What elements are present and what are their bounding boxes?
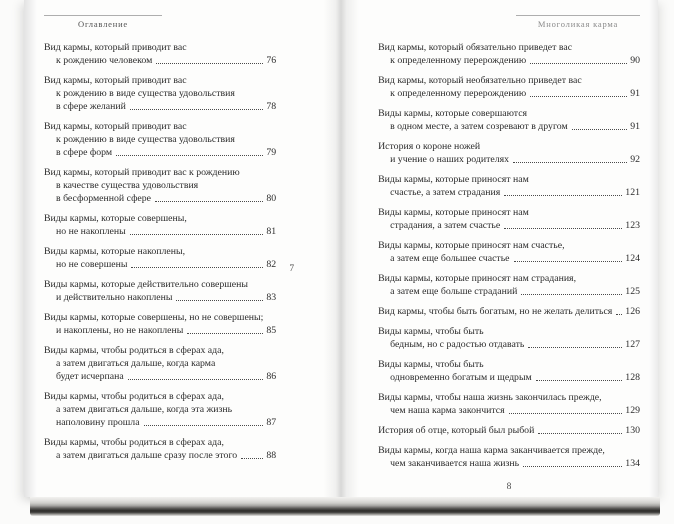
dot-leader (131, 267, 263, 268)
toc-page-ref: 81 (266, 226, 277, 237)
toc-entry-text: к рождению человеком (56, 55, 153, 66)
toc-entry-text: Виды кармы, чтобы быть (378, 359, 484, 370)
toc-entry-line (44, 311, 276, 324)
toc-entry-line (44, 245, 276, 258)
toc-entry-text: Виды кармы, чтобы наша жизнь закончилась прежде, (378, 392, 602, 403)
toc-entry (44, 390, 276, 429)
toc-entry-text: Виды кармы, чтобы быть (378, 326, 484, 337)
dot-leader (116, 155, 263, 156)
toc-entry-line (44, 146, 276, 159)
toc-page-ref: 76 (266, 55, 277, 66)
toc-entry-text: к рождению в виде существа удовольствия (56, 88, 235, 99)
toc-page-ref: 128 (625, 372, 640, 383)
dot-leader (523, 466, 622, 467)
toc-entry-line (378, 305, 640, 318)
toc-entry-line (378, 252, 640, 265)
toc-entry-line (44, 225, 276, 238)
toc-entry (378, 74, 640, 100)
toc-entry-line (44, 120, 276, 133)
toc-entry (44, 311, 276, 337)
toc-page-ref: 121 (625, 187, 640, 198)
toc-entry (44, 436, 276, 462)
toc-entry (378, 391, 640, 417)
toc-entry-line (44, 87, 276, 100)
toc-entry-line (378, 325, 640, 338)
toc-entry-line (44, 258, 276, 271)
toc-entry-text: а затем двигаться дальше, когда эта жизнь (56, 404, 233, 415)
toc-entry-text: но не накоплены (56, 226, 126, 237)
toc-entry-text: Вид кармы, который приводит вас (44, 121, 187, 132)
toc-entry-text: Виды кармы, чтобы родиться в сферах ада, (44, 391, 224, 402)
toc-entry-text: Вид кармы, который приводит вас (44, 42, 187, 53)
toc-entry (44, 41, 276, 67)
toc-entry-line (378, 457, 640, 470)
toc-entry-text: а затем еще больше страданий (390, 286, 518, 297)
dot-leader (144, 425, 264, 426)
toc-entry-line (378, 87, 640, 100)
toc-page-ref: 126 (625, 306, 640, 317)
dot-leader (128, 379, 264, 380)
toc-entry (44, 74, 276, 113)
toc-entry-text: чем заканчивается наша жизнь (390, 458, 520, 469)
toc-entry (44, 245, 276, 271)
dot-leader (521, 294, 622, 295)
dot-leader (538, 433, 622, 434)
toc-entry (378, 41, 640, 67)
toc-entry-text: а затем двигаться дальше, когда карма (56, 358, 216, 369)
toc-page-ref: 88 (266, 450, 277, 461)
toc-entry (44, 278, 276, 304)
toc-entry (378, 358, 640, 384)
toc-entry (44, 120, 276, 159)
toc-entry-line (378, 173, 640, 186)
toc-entry (378, 140, 640, 166)
toc-page-ref: 86 (266, 371, 277, 382)
toc-entry-text: История о короне ножей (378, 141, 481, 152)
dot-leader (616, 314, 622, 315)
toc-page-ref: 91 (630, 88, 640, 99)
toc-entry-text: Вид кармы, который приводит вас (44, 75, 187, 86)
dot-leader (130, 234, 264, 235)
toc-entry (378, 239, 640, 265)
left-page (24, 0, 322, 497)
toc-entry-text: счастье, а затем страдания (390, 187, 501, 198)
toc-entry-line (378, 371, 640, 384)
running-head-left (44, 15, 162, 29)
dot-leader (187, 333, 263, 334)
toc-list-left (44, 41, 276, 462)
toc-entry-line (44, 192, 276, 205)
toc-page-ref: 125 (625, 286, 640, 297)
toc-entry (378, 305, 640, 318)
toc-entry-line (44, 324, 276, 337)
toc-entry-text: в сфере желаний (56, 101, 126, 112)
toc-entry-line (44, 166, 276, 179)
toc-entry-line (44, 344, 276, 357)
toc-entry-line (378, 424, 640, 437)
toc-entry (378, 107, 640, 133)
toc-entry-text: Виды кармы, которые совершены, (44, 213, 187, 224)
dot-leader (504, 228, 622, 229)
toc-page-ref: 130 (625, 425, 640, 436)
toc-entry-line (44, 278, 276, 291)
toc-entry-text: Виды кармы, которые приносят нам (378, 174, 529, 185)
toc-entry-line (44, 357, 276, 370)
toc-entry-text: в бесформенной сфере (56, 193, 152, 204)
toc-page-ref: 123 (625, 220, 640, 231)
dot-leader (528, 347, 622, 348)
toc-entry-text: Вид кармы, который обязательно приведет вас (378, 42, 573, 53)
toc-entry-text: а затем еще большее счастье (390, 253, 510, 264)
toc-page-ref: 80 (266, 193, 277, 204)
toc-entry-line (378, 41, 640, 54)
toc-entry-line (378, 404, 640, 417)
toc-entry-text: Вид кармы, который необязательно приведет вас (378, 75, 582, 86)
toc-entry-text: наполовину прошла (56, 417, 140, 428)
dot-leader (513, 162, 627, 163)
toc-entry-line (378, 120, 640, 133)
toc-entry-line (378, 358, 640, 371)
toc-entry-text: чем наша карма закончится (390, 405, 505, 416)
toc-entry-line (378, 107, 640, 120)
toc-entry-line (44, 41, 276, 54)
running-head-right (516, 15, 640, 29)
toc-entry-line (378, 206, 640, 219)
toc-entry-text: Виды кармы, которые действительно совершены (44, 279, 248, 290)
toc-entry-line (44, 449, 276, 462)
toc-page-ref: 129 (625, 405, 640, 416)
toc-entry-text: и учение о наших родителях (390, 154, 509, 165)
dot-leader (536, 380, 623, 381)
toc-entry-text: Виды кармы, которые совершаются (378, 108, 528, 119)
toc-entry-line (44, 74, 276, 87)
toc-entry-line (378, 338, 640, 351)
toc-entry-line (44, 179, 276, 192)
toc-page-ref: 82 (266, 259, 277, 270)
toc-entry-line (44, 54, 276, 67)
dot-leader (176, 300, 263, 301)
toc-entry (378, 173, 640, 199)
toc-entry (44, 344, 276, 383)
toc-entry-line (378, 239, 640, 252)
toc-page-ref: 92 (630, 154, 640, 165)
toc-entry-line (378, 54, 640, 67)
toc-entry-text: страдания, а затем счастье (390, 220, 501, 231)
running-head-title: Оглавление (78, 19, 128, 29)
toc-entry-line (44, 370, 276, 383)
toc-entry-text: в качестве существа удовольствия (56, 180, 199, 191)
toc-entry-line (378, 444, 640, 457)
toc-entry-text: а затем двигаться дальше сразу после этого (56, 450, 238, 461)
dot-leader (530, 63, 627, 64)
toc-entry-text: Виды кармы, которые совершены, но не совершены; (44, 312, 264, 323)
toc-entry-line (378, 391, 640, 404)
toc-entry-text: Виды кармы, чтобы родиться в сферах ада, (44, 437, 224, 448)
toc-entry-line (44, 390, 276, 403)
toc-entry-text: в одном месте, а затем созревают в другом (390, 121, 568, 132)
toc-entry-text: бедным, но с радостью отдавать (390, 339, 525, 350)
dot-leader (241, 458, 263, 459)
toc-entry (378, 444, 640, 470)
toc-entry-text: Виды кармы, когда наша карма заканчивается прежде, (378, 445, 605, 456)
toc-entry-line (378, 272, 640, 285)
toc-entry-line (44, 212, 276, 225)
toc-entry-text: История об отце, который был рыбой (378, 425, 535, 436)
toc-page-ref: 87 (266, 417, 277, 428)
toc-entry-line (44, 100, 276, 113)
toc-entry-text: но не совершены (56, 259, 128, 270)
dot-leader (530, 96, 627, 97)
toc-entry-text: Вид кармы, который приводит вас к рождению (44, 167, 240, 178)
toc-entry-text: одновременно богатым и щедрым (390, 372, 532, 383)
toc-entry-line (378, 219, 640, 232)
toc-entry-text: к рождению в виде существа удовольствия (56, 134, 235, 145)
dot-leader (155, 201, 263, 202)
toc-entry-line (44, 291, 276, 304)
toc-entry (378, 325, 640, 351)
toc-entry-text: к определенному перерождению (390, 88, 527, 99)
toc-entry-line (378, 186, 640, 199)
toc-page-ref: 134 (625, 458, 640, 469)
dot-leader (572, 129, 628, 130)
toc-entry-line (44, 403, 276, 416)
right-page (322, 0, 658, 497)
dot-leader (509, 413, 623, 414)
toc-entry-text: Виды кармы, чтобы родиться в сферах ада, (44, 345, 224, 356)
toc-page-ref: 83 (266, 292, 277, 303)
toc-entry-text: Виды кармы, которые накоплены, (44, 246, 186, 257)
toc-page-ref: 85 (266, 325, 277, 336)
toc-entry (44, 212, 276, 238)
page-number-left: 7 (289, 264, 295, 274)
toc-entry-line (378, 285, 640, 298)
dot-leader (514, 261, 623, 262)
toc-page-ref: 124 (625, 253, 640, 264)
toc-entry-line (378, 153, 640, 166)
book-bottom-edge (30, 497, 660, 516)
toc-entry (378, 272, 640, 298)
toc-entry-line (378, 140, 640, 153)
right-page-content (322, 0, 658, 497)
toc-page-ref: 78 (266, 101, 277, 112)
toc-entry-line (378, 74, 640, 87)
toc-entry-line (44, 133, 276, 146)
toc-entry-line (44, 416, 276, 429)
toc-page-ref: 127 (625, 339, 640, 350)
toc-entry-text: и действительно накоплены (56, 292, 173, 303)
toc-entry-text: будет исчерпана (56, 371, 124, 382)
toc-entry-text: Виды кармы, которые приносят нам страдания, (378, 273, 577, 284)
toc-entry (44, 166, 276, 205)
toc-entry (378, 206, 640, 232)
page-number-right: 8 (506, 482, 512, 492)
toc-page-ref: 91 (630, 121, 640, 132)
toc-list-right (378, 41, 640, 470)
toc-page-ref: 79 (266, 147, 277, 158)
dot-leader (504, 195, 622, 196)
open-book (24, 0, 658, 497)
left-page-content (24, 0, 322, 497)
toc-entry-text: Вид кармы, чтобы быть богатым, но не желать делиться (378, 306, 613, 317)
toc-entry-text: Виды кармы, которые приносят нам (378, 207, 529, 218)
toc-page-ref: 90 (630, 55, 640, 66)
toc-entry-text: к определенному перерождению (390, 55, 527, 66)
running-head-title: Многоликая карма (537, 19, 619, 29)
dot-leader (130, 109, 263, 110)
toc-entry-text: и накоплены, но не накоплены (56, 325, 184, 336)
toc-entry-line (44, 436, 276, 449)
toc-entry-text: в сфере форм (56, 147, 113, 158)
toc-entry-text: Виды кармы, которые приносят нам счастье, (378, 240, 565, 251)
toc-entry (378, 424, 640, 437)
dot-leader (156, 63, 263, 64)
